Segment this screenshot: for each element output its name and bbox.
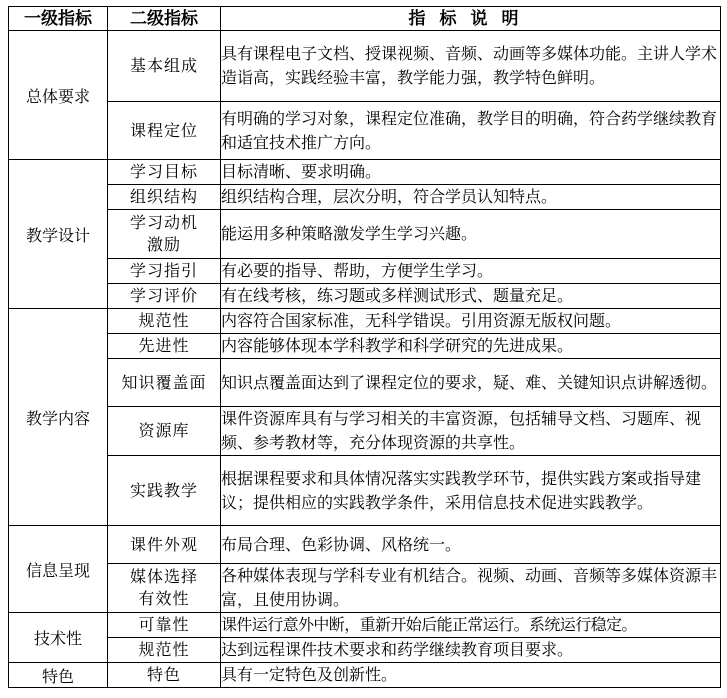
description-cell: 内容符合国家标准，无科学错误。引用资源无版权问题。: [221, 309, 721, 334]
description-cell: 课件资源库具有与学习相关的丰富资源，包括辅导文档、习题库、视频、参考教材等，充分体现资源的共享性。: [221, 407, 721, 456]
header-level1: 一级指标: [9, 7, 108, 31]
table-row: [9, 31, 721, 102]
description-cell: 达到远程课件技术要求和药学继续教育项目要求。: [221, 638, 721, 663]
table-row: [9, 407, 721, 456]
header-description: 指标说明: [221, 7, 721, 31]
level2-cell: 课程定位: [108, 102, 221, 160]
description-cell: 各种媒体表现与学科专业有机结合。视频、动画、音频等多媒体资源丰富，且使用协调。: [221, 564, 721, 613]
level2-cell: 资源库: [108, 407, 221, 456]
description-cell: 根据课程要求和具体情况落实实践教学环节，提供实践方案或指导建议；提供相应的实践教学条件，采用信息技术促进实践教学。: [221, 456, 721, 526]
table-row: [9, 102, 721, 160]
level2-cell: 课件外观: [108, 526, 221, 564]
table-row: [9, 334, 721, 359]
level1-cell: 教学设计: [9, 160, 108, 309]
table-row: [9, 210, 721, 259]
description-cell: 知识点覆盖面达到了课程定位的要求，疑、难、关键知识点讲解透彻。: [221, 359, 721, 407]
level1-cell: 总体要求: [9, 31, 108, 160]
level1-cell: 信息呈现: [9, 526, 108, 613]
level1-cell: 特色: [9, 663, 108, 688]
level2-cell: 知识覆盖面: [108, 359, 221, 407]
level2-cell: 学习评价: [108, 284, 221, 309]
table-row: [9, 259, 721, 284]
table-row: [9, 526, 721, 564]
level2-cell: 实践教学: [108, 456, 221, 526]
header-level2: 二级指标: [108, 7, 221, 31]
description-cell: 内容能够体现本学科教学和科学研究的先进成果。: [221, 334, 721, 359]
table-row: [9, 456, 721, 526]
description-cell: 能运用多种策略激发学生学习兴趣。: [221, 210, 721, 259]
table-row: [9, 309, 721, 334]
level2-cell: 基本组成: [108, 31, 221, 102]
table-row: [9, 613, 721, 638]
level2-cell: 规范性: [108, 638, 221, 663]
description-cell: 布局合理、色彩协调、风格统一。: [221, 526, 721, 564]
level2-cell: 组织结构: [108, 185, 221, 210]
level2-cell: 先进性: [108, 334, 221, 359]
level2-cell: 媒体选择有效性: [108, 564, 221, 613]
level2-cell: 特色: [108, 663, 221, 688]
level1-cell: 教学内容: [9, 309, 108, 526]
description-cell: 具有一定特色及创新性。: [221, 663, 721, 688]
table-row: [9, 638, 721, 663]
description-cell: 具有课程电子文档、授课视频、音频、动画等多媒体功能。主讲人学术造诣高，实践经验丰富，教学能力强，教学特色鲜明。: [221, 31, 721, 102]
description-cell: 课件运行意外中断，重新开始后能正常运行。系统运行稳定。: [221, 613, 721, 638]
description-cell: 有必要的指导、帮助，方便学生学习。: [221, 259, 721, 284]
description-cell: 目标清晰、要求明确。: [221, 160, 721, 185]
table-row: [9, 185, 721, 210]
table-row: [9, 359, 721, 407]
level2-cell: 可靠性: [108, 613, 221, 638]
level1-cell: 技术性: [9, 613, 108, 663]
level2-cell: 学习动机激励: [108, 210, 221, 259]
level2-cell: 学习目标: [108, 160, 221, 185]
evaluation-indicator-table: [8, 6, 721, 688]
table-row: [9, 564, 721, 613]
header-row: [9, 7, 721, 31]
table-row: [9, 160, 721, 185]
level2-cell: 规范性: [108, 309, 221, 334]
level2-cell: 学习指引: [108, 259, 221, 284]
table-row: [9, 663, 721, 688]
description-cell: 有明确的学习对象，课程定位准确，教学目的明确，符合药学继续教育和适宜技术推广方向。: [221, 102, 721, 160]
table-row: [9, 284, 721, 309]
description-cell: 组织结构合理，层次分明，符合学员认知特点。: [221, 185, 721, 210]
description-cell: 有在线考核，练习题或多样测试形式、题量充足。: [221, 284, 721, 309]
